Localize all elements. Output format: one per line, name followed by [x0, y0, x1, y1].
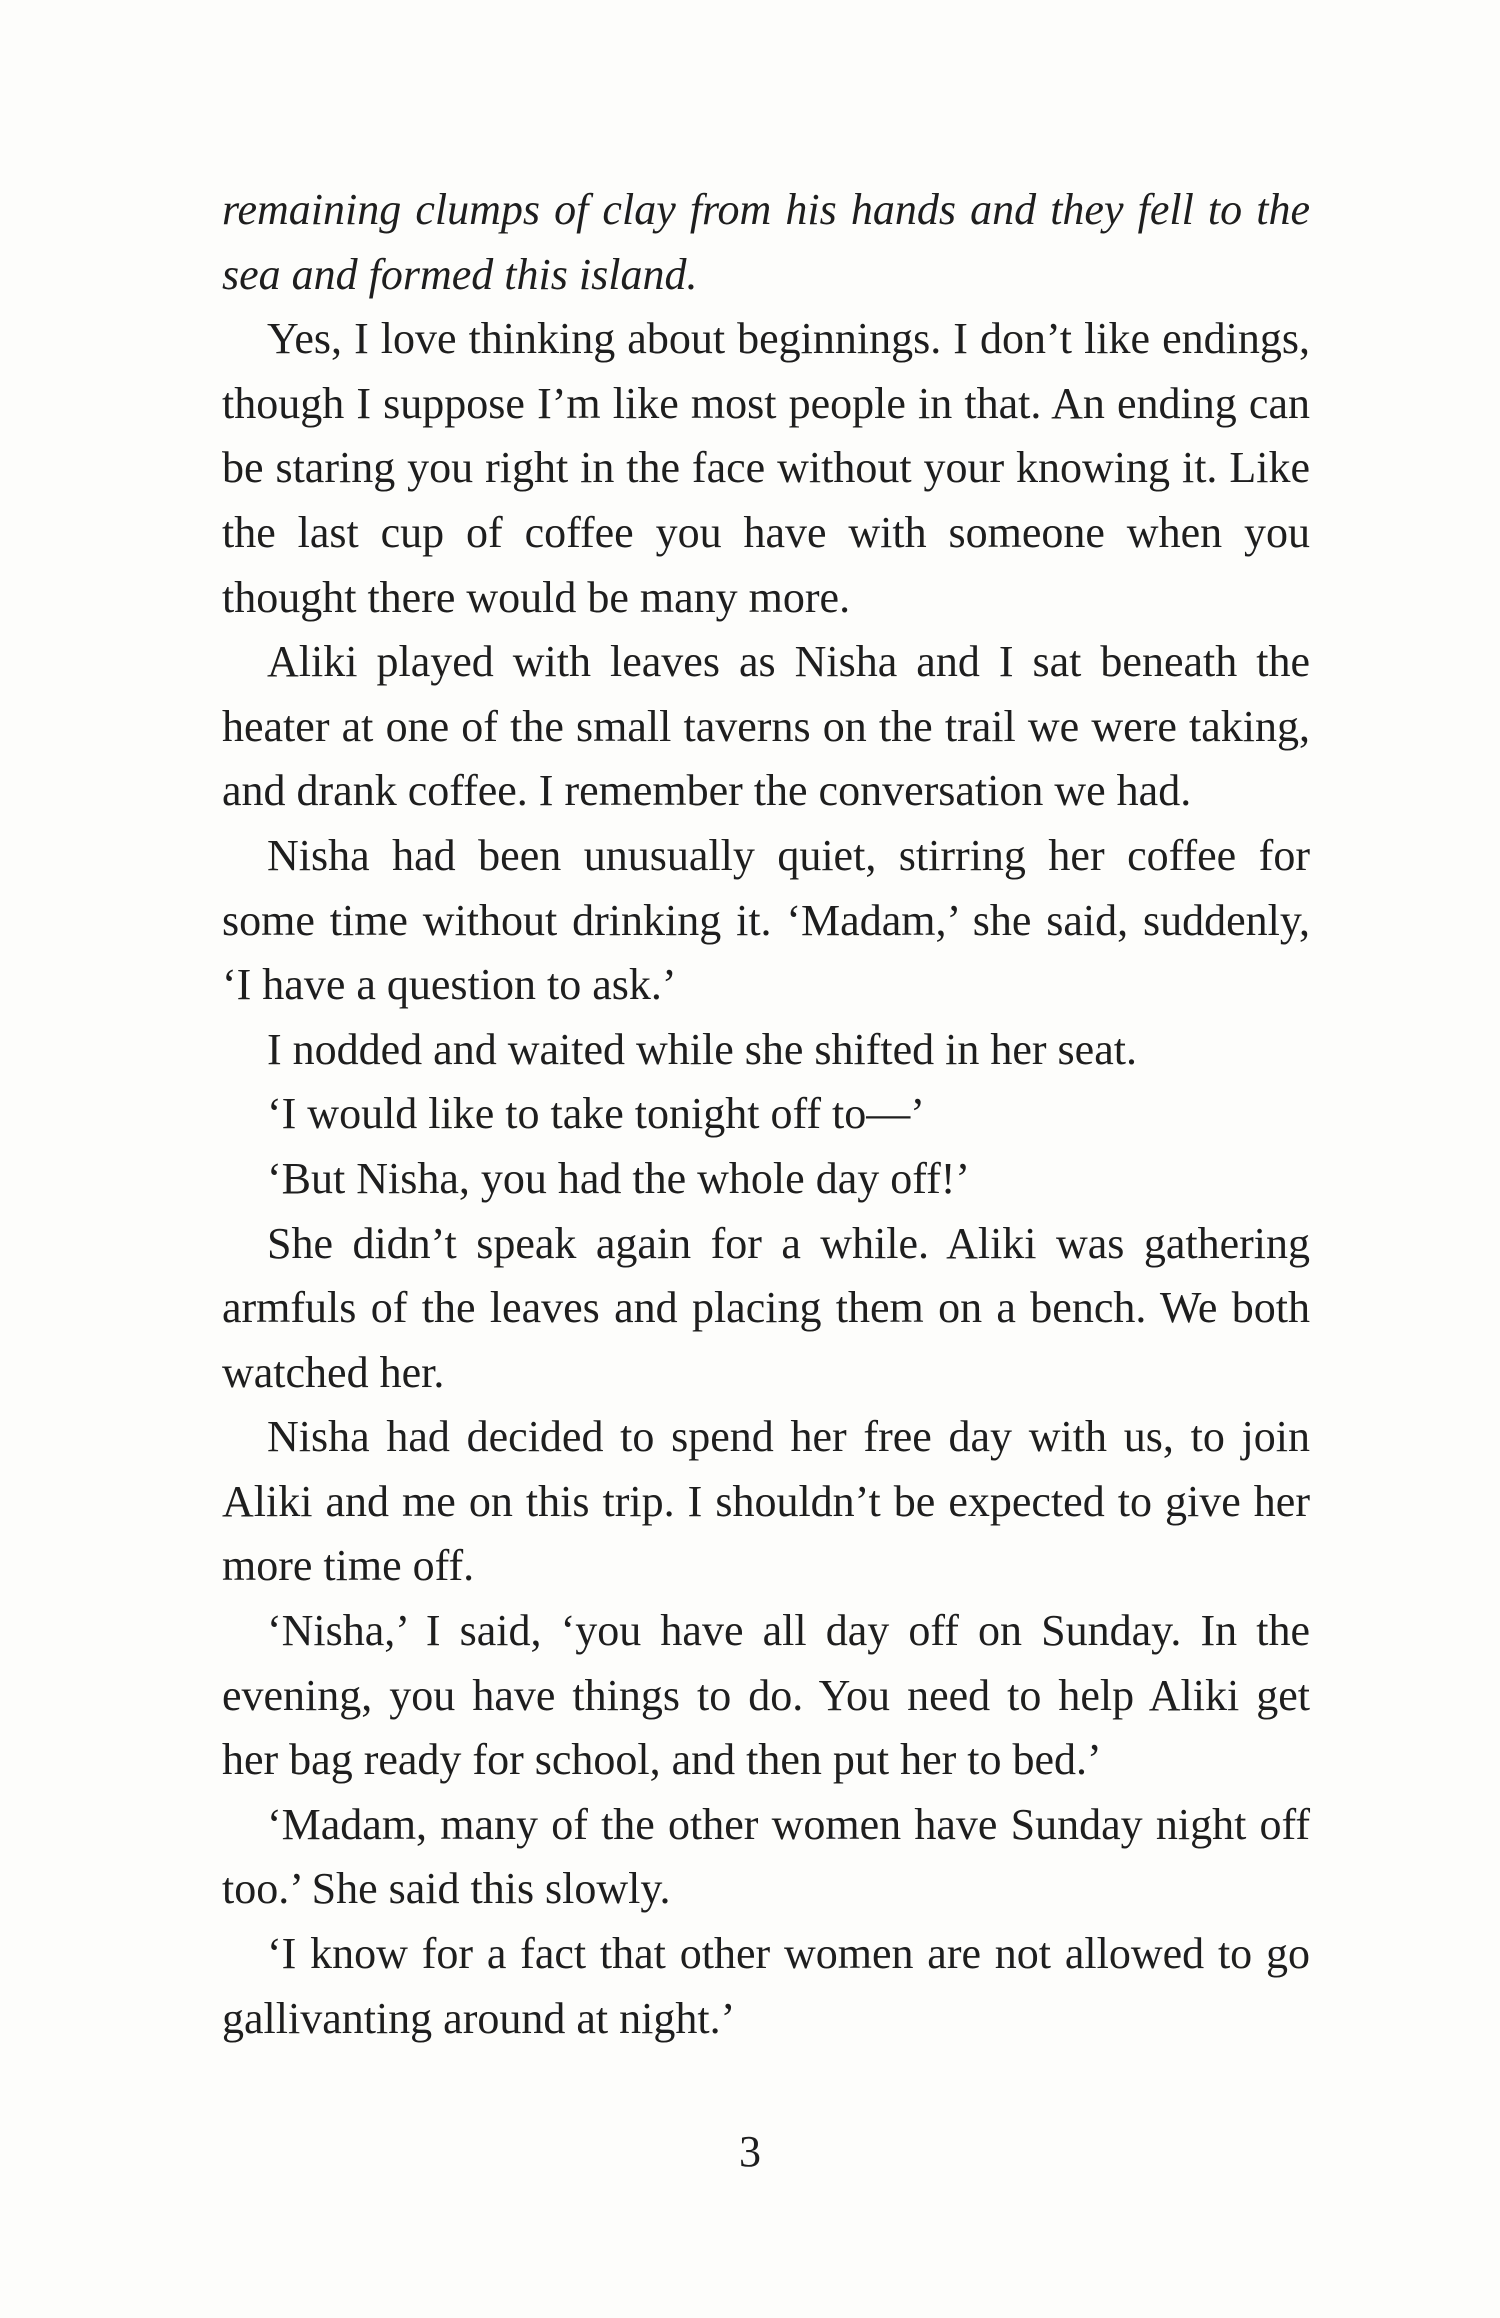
paragraph: ‘Nisha,’ I said, ‘you have all day off on Sunday. In the evening, you have things to do. You need to help Aliki get her bag ready for school, and then put her to bed.’ — [222, 1606, 1310, 1785]
paragraph: ‘I know for a fact that other women are not allowed to go gallivanting around at night.’ — [222, 1929, 1310, 2043]
paragraph: Nisha had decided to spend her free day with us, to join Aliki and me on this trip. I shouldn’t be expected to give her more time off. — [222, 1412, 1310, 1591]
paragraph: ‘Madam, many of the other women have Sunday night off too.’ She said this slowly. — [222, 1799, 1310, 1914]
page-body — [222, 178, 1310, 2051]
paragraph: She didn’t speak again for a while. Aliki was gathering armfuls of the leaves and placing them on a bench. We both watched her. — [222, 1218, 1310, 1397]
paragraph: Nisha had been unusually quiet, stirring her coffee for some time without drinking it. ‘Madam,’ she said, suddenly, ‘I have a question to ask.’ — [222, 830, 1310, 1010]
paragraph: ‘But Nisha, you had the whole day off!’ — [267, 1153, 971, 1203]
paragraph: I nodded and waited while she shifted in her seat. — [267, 1024, 1137, 1074]
paragraph-italic-continuation: remaining clumps of clay from his hands and they fell to the sea and formed this island. — [222, 185, 1310, 299]
paragraph: ‘I would like to take tonight off to—’ — [267, 1089, 925, 1139]
page-number: 3 — [739, 2127, 761, 2176]
paragraph: Aliki played with leaves as Nisha and I sat beneath the heater at one of the small taverns on the trail we were taking, and drank coffee. I remember the conversation we had. — [222, 637, 1310, 816]
paragraph: Yes, I love thinking about beginnings. I don’t like endings, though I suppose I’m like most people in that. An ending can be staring you right in the face without your knowing it. Like the last cup of coffee you have with someone when you thought there would be many more. — [222, 314, 1310, 622]
